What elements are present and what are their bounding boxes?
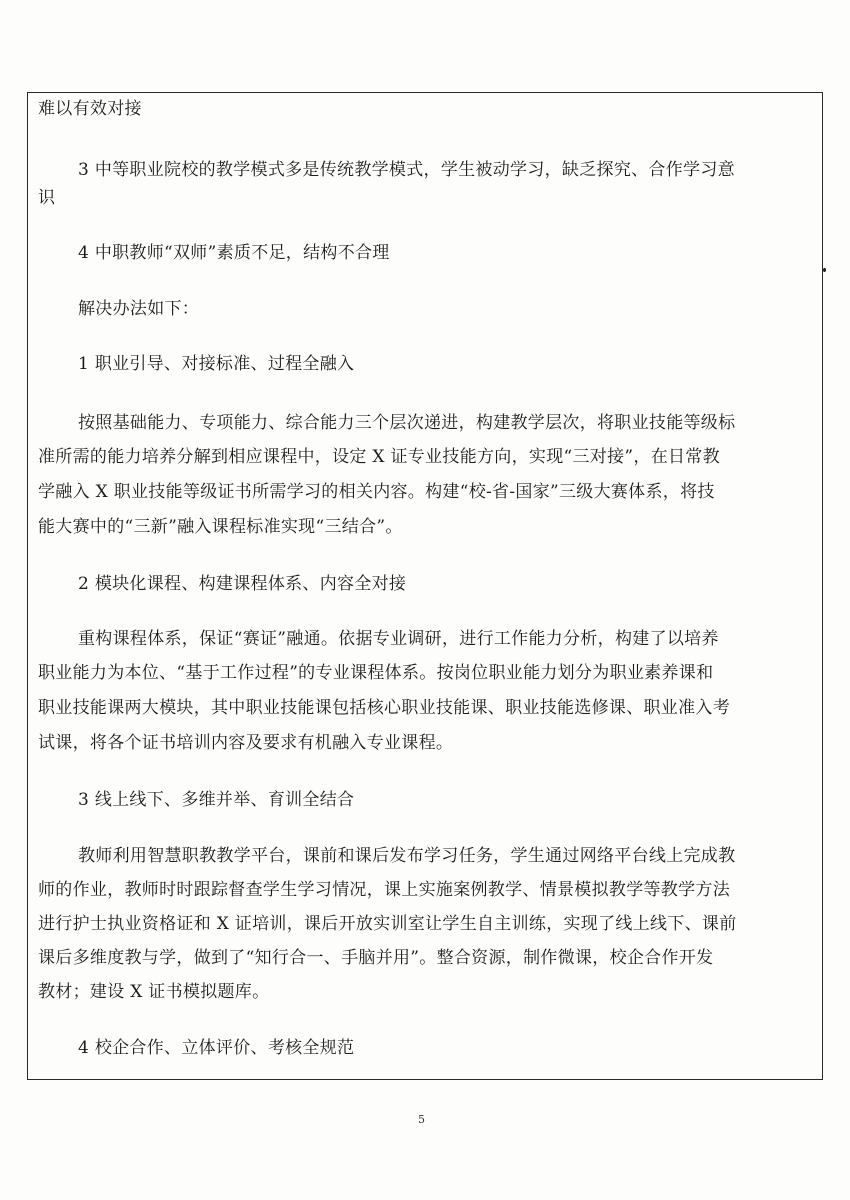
paragraph-1-line-2: 准所需的能力培养分解到相应课程中，设定 X 证专业技能方向，实现“三对接”，在日常教 [38, 447, 720, 467]
paragraph-2-line-4: 试课，将各个证书培训内容及要求有机融入专业课程。 [38, 733, 454, 753]
paragraph-2-line-1: 重构课程体系，保证“赛证”融通。依据专业调研，进行工作能力分析，构建了以培养 [78, 629, 719, 649]
scan-speck [823, 268, 826, 272]
section-heading-3: 3 线上线下、多维并举、育训全结合 [78, 790, 355, 810]
text-line-solutions-heading: 解决办法如下： [78, 299, 200, 319]
paragraph-1-line-4: 能大赛中的“三新”融入课程标准实现“三结合”。 [38, 517, 403, 537]
paragraph-3-line-3: 进行护士执业资格证和 X 证培训，课后开放实训室让学生自主训练，实现了线上线下、课前 [38, 914, 737, 934]
paragraph-3-line-1: 教师利用智慧职教教学平台，课前和课后发布学习任务，学生通过网络平台线上完成教 [78, 846, 736, 866]
text-line-item-4: 4 中职教师“双师”素质不足，结构不合理 [78, 243, 390, 263]
text-line-continuation: 难以有效对接 [38, 99, 142, 119]
paragraph-1-line-1: 按照基础能力、专项能力、综合能力三个层次递进，构建教学层次，将职业技能等级标 [78, 413, 736, 433]
paragraph-3-line-5: 教材；建设 X 证书模拟题库。 [38, 982, 270, 1002]
paragraph-1-line-3: 学融入 X 职业技能等级证书所需学习的相关内容。构建“校-省-国家”三级大赛体系，将技 [38, 482, 715, 502]
text-line-item-3-cont: 识 [38, 188, 56, 208]
section-heading-4: 4 校企合作、立体评价、考核全规范 [78, 1038, 355, 1058]
paragraph-2-line-3: 职业技能课两大模块，其中职业技能课包括核心职业技能课、职业技能选修课、职业准入考 [38, 698, 730, 718]
paragraph-2-line-2: 职业能力为本位、“基于工作过程”的专业课程体系。按岗位职业能力划分为职业素养课和 [38, 663, 714, 683]
paragraph-3-line-4: 课后多维度教与学，做到了“知行合一、手脑并用”。整合资源，制作微课，校企合作开发 [38, 948, 714, 968]
section-heading-2: 2 模块化课程、构建课程体系、内容全对接 [78, 574, 407, 594]
paragraph-3-line-2: 师的作业，教师时时跟踪督查学生学习情况，课上实施案例教学、情景模拟教学等教学方法 [38, 880, 730, 900]
text-line-item-3: 3 中等职业院校的教学模式多是传统教学模式，学生被动学习，缺乏探究、合作学习意 [78, 160, 735, 180]
page-number: 5 [418, 1113, 425, 1126]
section-heading-1: 1 职业引导、对接标准、过程全融入 [78, 354, 355, 374]
